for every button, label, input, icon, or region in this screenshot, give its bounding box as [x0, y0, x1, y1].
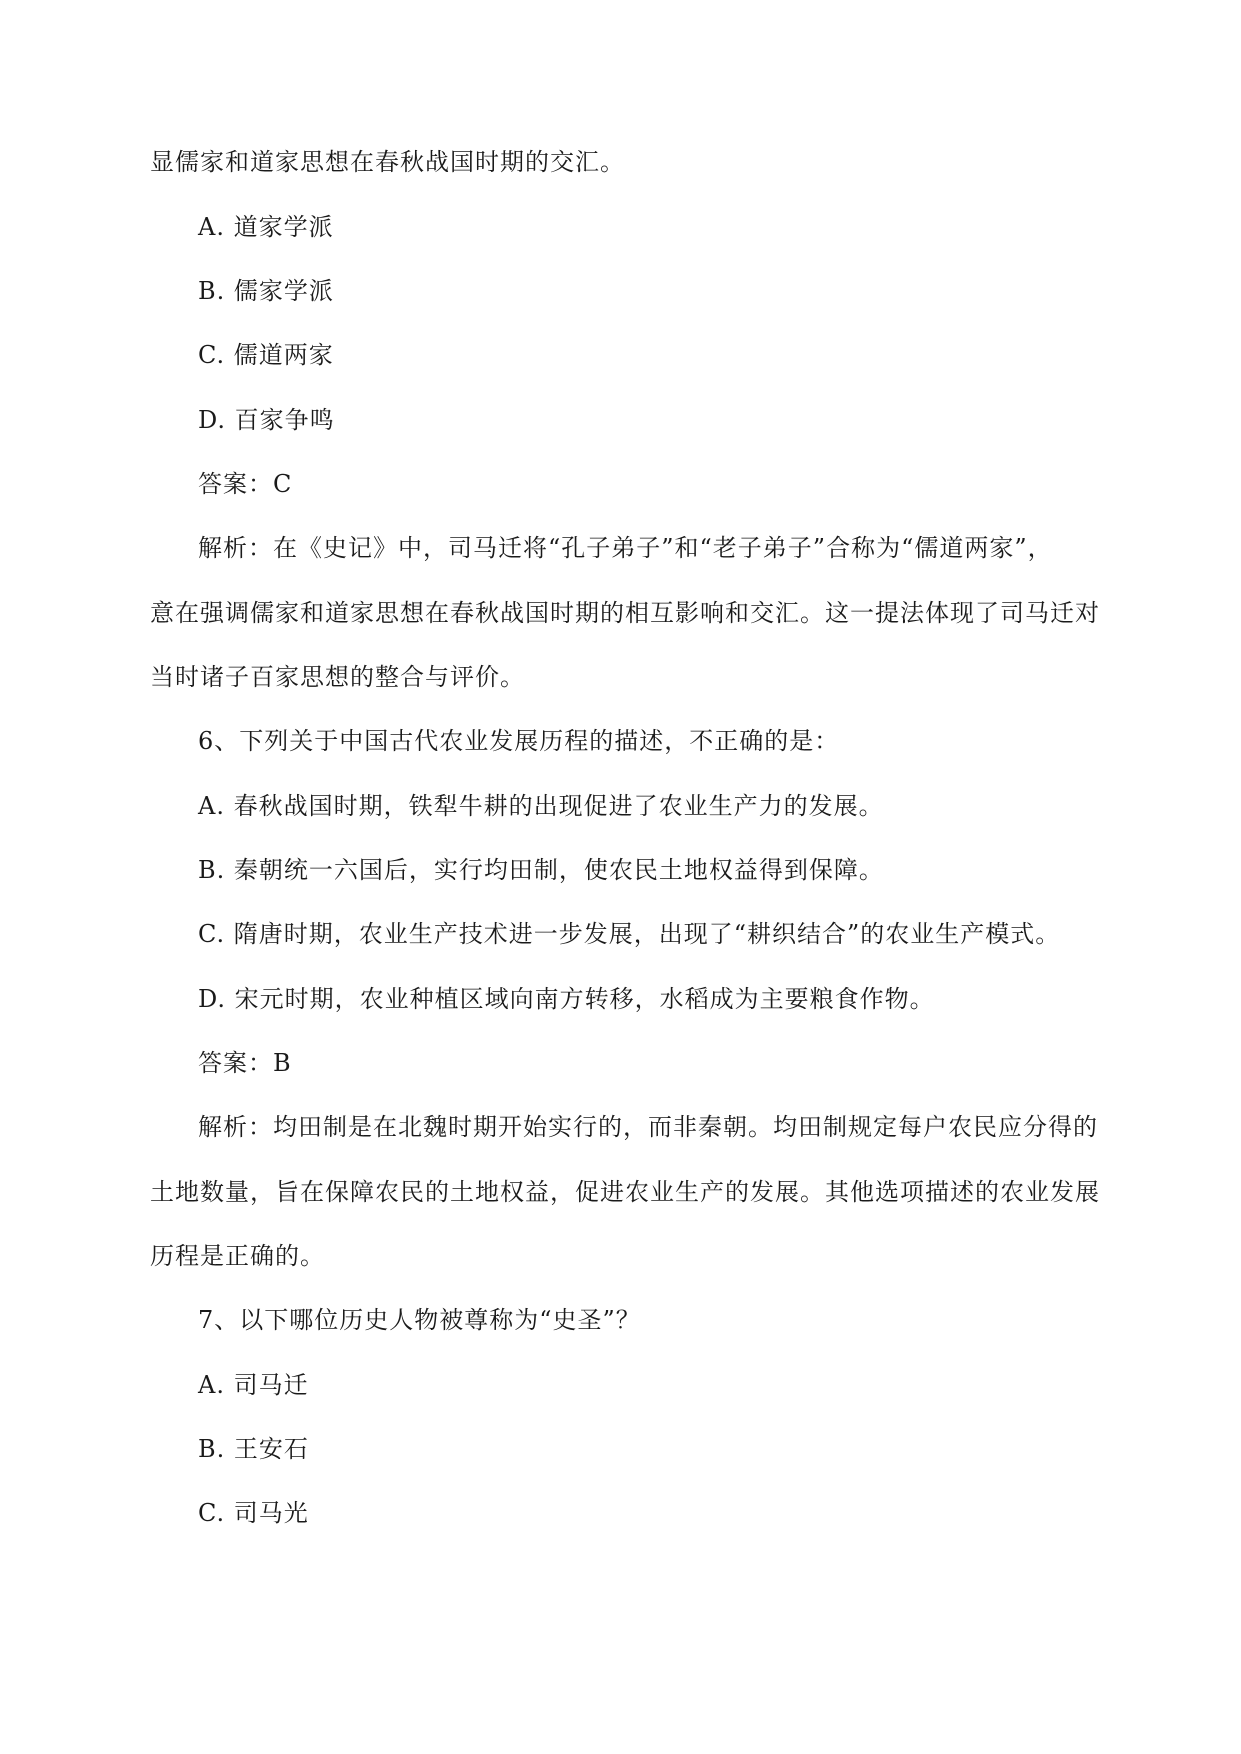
q6-analysis-line-3: 历程是正确的。 [150, 1242, 325, 1270]
q7-option-c: C. 司马光 [198, 1499, 309, 1527]
q6-answer: 答案：B [198, 1049, 292, 1077]
q6-option-b: B. 秦朝统一六国后，实行均田制，使农民土地权益得到保障。 [198, 856, 884, 884]
q5-option-a: A. 道家学派 [198, 213, 334, 241]
q6-option-c: C. 隋唐时期，农业生产技术进一步发展，出现了“耕织结合”的农业生产模式。 [198, 920, 1061, 948]
q7-option-a: A. 司马迁 [198, 1371, 309, 1399]
q5-analysis-line-3: 当时诸子百家思想的整合与评价。 [150, 663, 525, 691]
q6-question: 6、下列关于中国古代农业发展历程的描述，不正确的是： [198, 727, 840, 755]
q5-option-b: B. 儒家学派 [198, 277, 334, 305]
q5-stem-end: 显儒家和道家思想在春秋战国时期的交汇。 [150, 148, 625, 176]
q7-question: 7、以下哪位历史人物被尊称为“史圣”？ [198, 1306, 641, 1334]
q6-option-d: D. 宋元时期，农业种植区域向南方转移，水稻成为主要粮食作物。 [198, 985, 935, 1013]
q5-option-d: D. 百家争鸣 [198, 406, 335, 434]
q5-option-c: C. 儒道两家 [198, 341, 334, 369]
q5-analysis-line-2: 意在强调儒家和道家思想在春秋战国时期的相互影响和交汇。这一提法体现了司马迁对 [150, 599, 1100, 627]
q6-analysis-line-1: 解析：均田制是在北魏时期开始实行的，而非秦朝。均田制规定每户农民应分得的 [198, 1113, 1098, 1141]
q5-analysis-line-1: 解析：在《史记》中，司马迁将“孔子弟子”和“老子弟子”合称为“儒道两家”， [198, 534, 1053, 562]
q7-option-b: B. 王安石 [198, 1435, 309, 1463]
q6-analysis-line-2: 土地数量，旨在保障农民的土地权益，促进农业生产的发展。其他选项描述的农业发展 [150, 1178, 1100, 1206]
q5-answer: 答案：C [198, 470, 293, 498]
q6-option-a: A. 春秋战国时期，铁犁牛耕的出现促进了农业生产力的发展。 [198, 792, 884, 820]
